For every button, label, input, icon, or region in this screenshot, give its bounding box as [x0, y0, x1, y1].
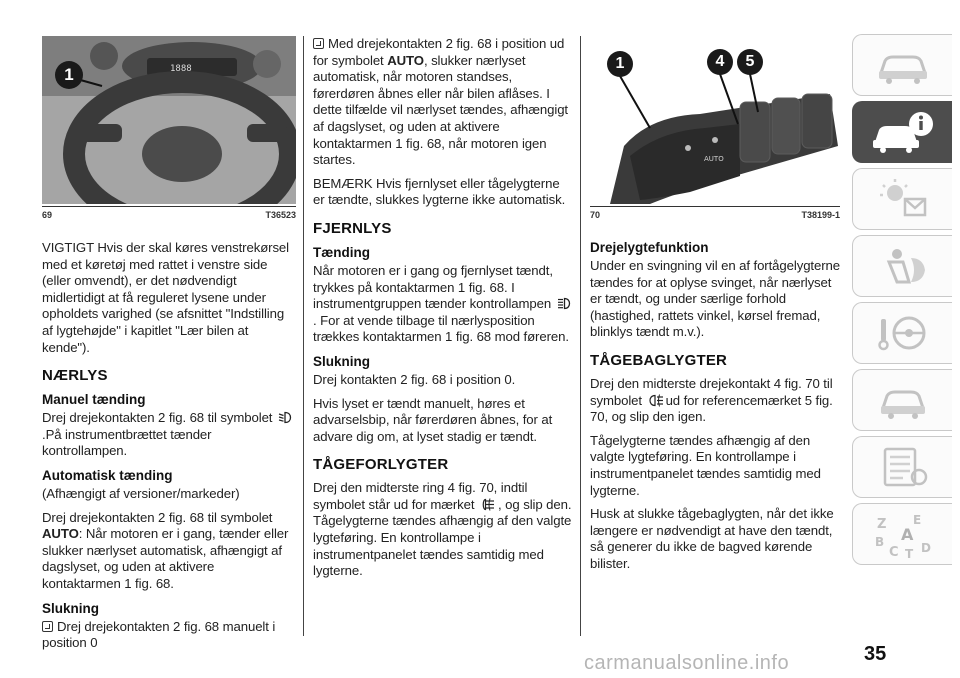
index-letters-icon [871, 510, 935, 558]
sidebar-tab-dashboard[interactable] [852, 34, 952, 96]
figure-70-stalk-illustration [590, 36, 840, 204]
figure-number: 69 [42, 210, 53, 220]
column-divider-2 [580, 36, 581, 636]
front-fog-icon [480, 498, 496, 511]
rear-fog-paragraph-3: Husk at slukke tågebaglygten, når det ikke længere er nødvendigt at have den tændt, så generer du ikke de bagved kørende bilister. [590, 506, 834, 571]
section-heading-nærlys: NÆRLYS [42, 367, 108, 385]
page-number: 35 [864, 643, 887, 665]
svg-text:C: C [888, 545, 899, 558]
svg-text:Z: Z [876, 517, 886, 532]
auto-word: AUTO [387, 52, 424, 68]
note-paragraph: BEMÆRK Hvis fjernlyset eller tågelygterne er tændte, slukkes lygterne ikke automatisk. [313, 175, 566, 208]
off-paragraph: Drej drejekontakten 2 fig. 68 manuelt i position 0 [42, 618, 276, 651]
section-heading-tågebaglygter: TÅGEBAGLYGTER [590, 351, 728, 369]
svg-text:1888: 1888 [170, 64, 192, 74]
callout-5-label: 5 [745, 53, 755, 70]
manual-heading: Manuel tænding [42, 392, 146, 408]
low-beam-icon [278, 411, 292, 424]
maintenance-list-icon [875, 445, 931, 489]
figure-69-dashboard-photo [42, 36, 296, 204]
column-divider-1 [303, 36, 304, 636]
high-beam-icon [557, 297, 571, 310]
section-heading-tågeforlygter: TÅGEFORLYGTER [313, 456, 449, 474]
note-icon [313, 38, 324, 49]
figure-69-caption [42, 206, 296, 220]
car-dashboard-icon [875, 45, 931, 85]
rear-fog-paragraph-2: Tågelygterne tændes afhængig af den valgte lygteføring. En kontrollampe i instrumentpanelet tændes samtidig med lygterne. [590, 432, 821, 498]
figure-70-caption [590, 206, 840, 220]
auto-word: AUTO [42, 526, 79, 542]
svg-text:B: B [874, 535, 884, 549]
sidebar-tab-warning-lights[interactable] [852, 168, 952, 230]
auto-off-paragraph: Med drejekontakten 2 fig. 68 i position ud for symbolet AUTO, slukker nærlyset automatisk, når motoren standses, førerdøren åbnes eller når bilen aflåses. I dette tilfælde vil nærlyset tændes, afhængigt af dagslyset, og uden at aktivere kontaktarmen 1 fig. 68, når motoren igen startes. [313, 36, 568, 168]
important-warning: VIGTIGT Hvis der skal køres venstrekørsel med et køretøj med rattet i venstre side (eller omvendt), er det nødvendigt midlertidigt at få reguleret lysene under opholdets varighed (se afsnittet "Indstilling af lygtehøjde" i kapitlet "Lær bilen at kende"). [42, 240, 289, 355]
high-beam-paragraph: Når motoren er i gang og fjernlyset tændt, trykkes på kontaktarmen 1 fig. 68. I instrumentgruppen tænder kontrollampen . For at vende tilbage til nærlysposition trækkes kontaktarmen 1 fig. 68 mod føreren. [313, 262, 569, 345]
cornering-paragraph: Under en svingning vil en af fortågelygterne tændes for at oplyse svinget, når nærlyset er tændt, og under særlige forhold (hastighed, rattets vinkel, kørsel fremad, blinklys tændt m.v.). [590, 258, 840, 340]
steering-key-icon [875, 311, 931, 355]
callout-4-label: 4 [715, 53, 725, 70]
column-2 [313, 36, 573, 587]
column-3 [590, 36, 840, 580]
cornering-heading: Drejelygtefunktion [590, 240, 709, 255]
site-watermark: carmanualsonline.info [584, 652, 790, 674]
rear-fog-paragraph: Drej den midterste drejekontakt 4 fig. 70 til symbolet ud for referencemærket 5 fig. 70, og slip den igen. [590, 375, 833, 425]
figure-number: 70 [590, 210, 601, 220]
sidebar-tab-emergency[interactable] [852, 369, 952, 431]
off-heading-2: Slukning [313, 353, 370, 369]
warning-light-icon [875, 177, 931, 221]
warning-beep-paragraph: Hvis lyset er tændt manuelt, høres et advarselsbip, når førerdøren åbnes, for at advare dig om, at lyset stadig er tændt. [313, 395, 553, 444]
chapter-sidebar [852, 34, 960, 570]
manual-paragraph: Drej drejekontakten 2 fig. 68 til symbolet .På instrumentbrættet tænder kontrollampen. [42, 410, 296, 460]
rear-fog-icon [648, 394, 664, 407]
section-heading-fjernlys: FJERNLYS [313, 219, 392, 237]
sidebar-tab-car-info[interactable] [852, 101, 952, 163]
sidebar-tab-safety[interactable] [852, 235, 952, 297]
auto-heading: Automatisk tænding [42, 467, 173, 483]
auto-paragraph: Drej drejekontakten 2 fig. 68 til symbolet AUTO: Når motoren er i gang, tænder eller slukker nærlyset automatisk, afhængigt af dagslyset, og uden at aktivere kontaktarmen 1 fig. 68. [42, 509, 289, 591]
off-heading: Slukning [42, 600, 99, 616]
svg-text:A: A [900, 525, 913, 544]
sidebar-tab-starting-driving[interactable] [852, 302, 952, 364]
sidebar-tab-index[interactable] [852, 503, 952, 565]
svg-text:T: T [904, 547, 913, 558]
on-heading: Tænding [313, 244, 370, 260]
column-1 [42, 36, 296, 659]
seat-safety-icon [875, 244, 931, 288]
stalk-auto-label: AUTO [704, 155, 724, 163]
svg-text:E: E [912, 513, 921, 527]
figure-code: T38199-1 [801, 210, 840, 220]
figure-code: T36523 [265, 210, 296, 220]
svg-text:D: D [920, 541, 931, 555]
callout-1-label: 1 [615, 55, 625, 72]
note-icon [42, 621, 53, 632]
car-info-icon [871, 110, 935, 154]
callout-1-label: 1 [64, 65, 74, 84]
car-emergency-icon [875, 378, 931, 422]
sidebar-tab-maintenance[interactable] [852, 436, 952, 498]
auto-sub: (Afhængigt af versioner/markeder) [42, 485, 240, 501]
off-paragraph-2: Drej kontakten 2 fig. 68 i position 0. [313, 371, 516, 387]
fog-front-paragraph: Drej den midterste ring 4 fig. 70, indtil symbolet står ud for mærket , og slip den. Tågelygterne tændes afhængig af den valgte lygteføring. En kontrollampe i instrumentpanelet tændes samtidig med lygterne. [313, 480, 572, 579]
